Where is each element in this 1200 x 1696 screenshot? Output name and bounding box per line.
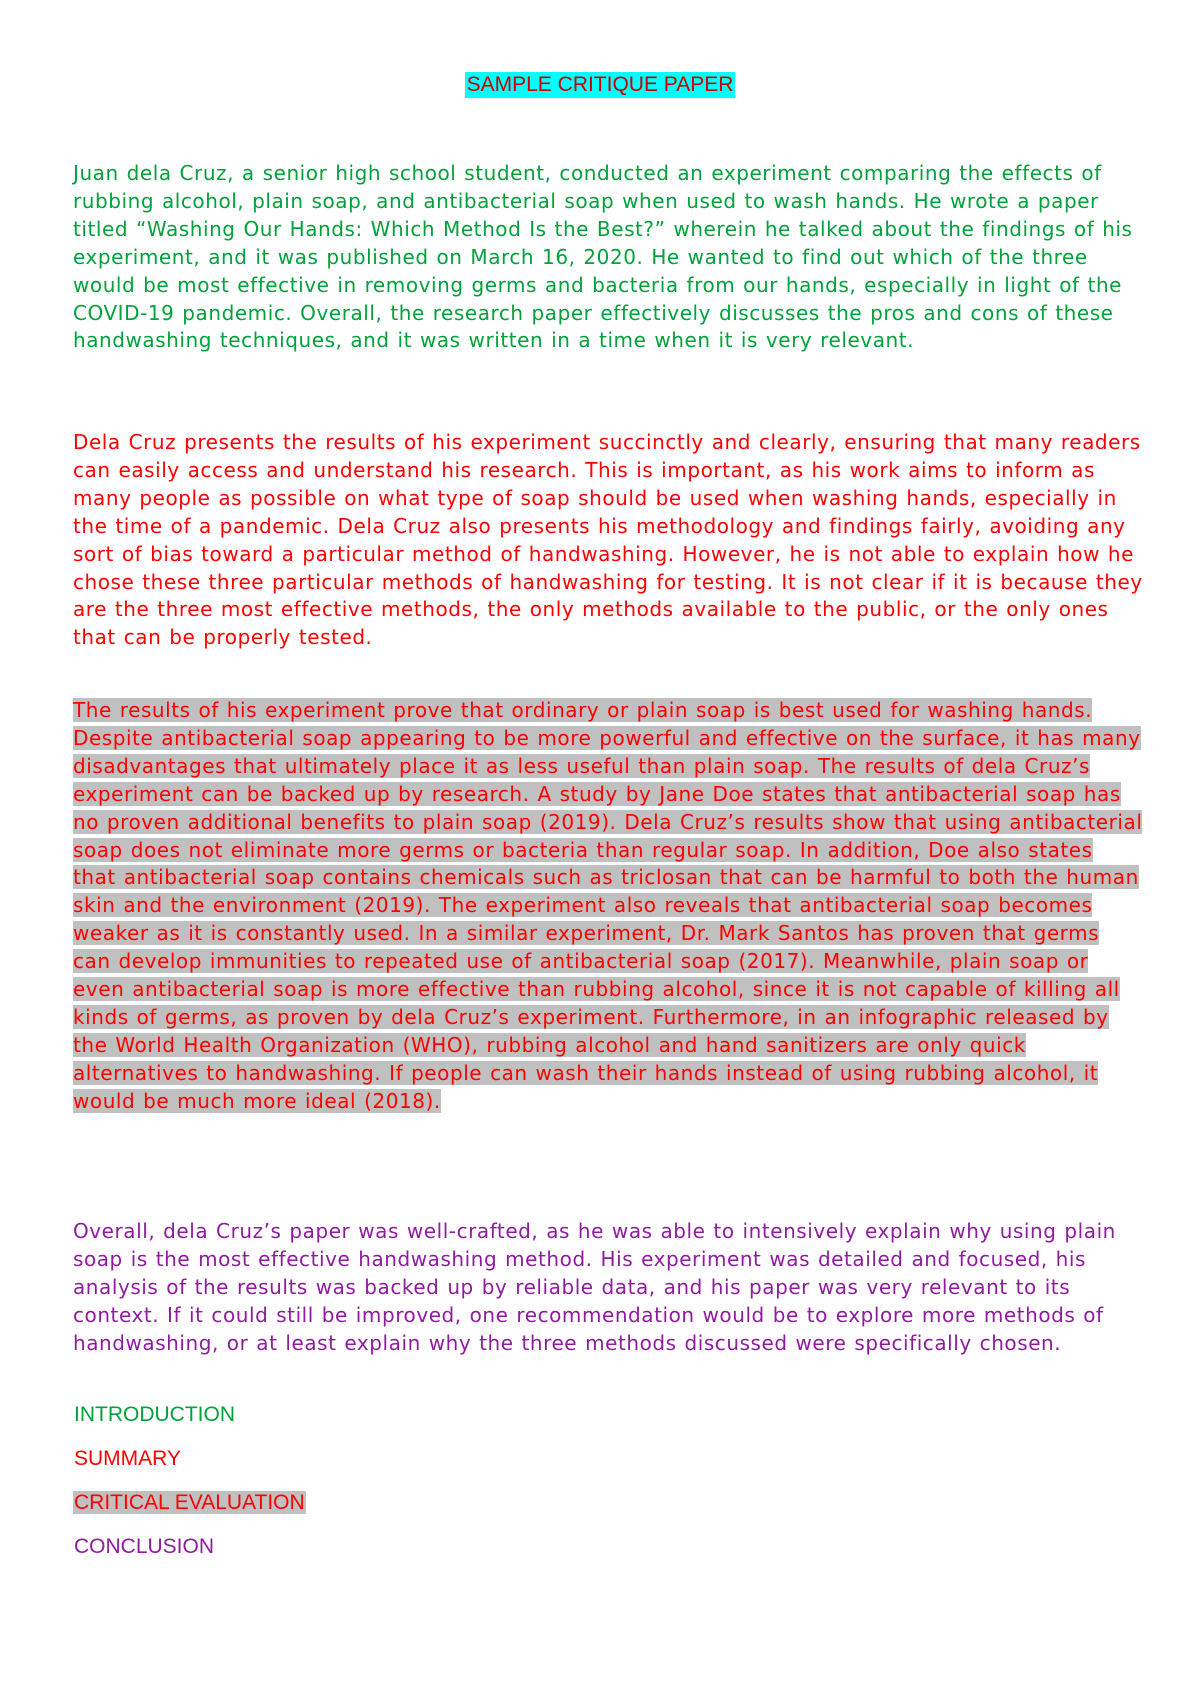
- legend-introduction: [73, 1402, 236, 1428]
- conclusion-paragraph: Overall, dela Cruz’s paper was well-crafted, as he was able to intensively explain why using plain soap is the most effective handwashing method. His experiment was detailed and focused, his analysis of the results was backed up by reliable data, and his paper was very relevant to its context. If it could still be improved, one recommendation would be to explore more methods of handwashing, or at least explain why the three methods discussed were specifically chosen.: [73, 1219, 1116, 1355]
- legend-conclusion-label: CONCLUSION: [74, 1535, 215, 1558]
- legend-introduction-label: INTRODUCTION: [74, 1403, 235, 1426]
- legend-conclusion: [73, 1534, 215, 1560]
- legend-summary: [73, 1446, 182, 1472]
- legend-summary-label: SUMMARY: [74, 1447, 181, 1470]
- summary-paragraph: Dela Cruz presents the results of his experiment succinctly and clearly, ensuring that many readers can easily access and understand his research. This is important, as his work aims to inform as many people as possible on what type of soap should be used when washing hands, especially in the time of a pandemic. Dela Cruz also presents his methodology and findings fairly, avoiding any sort of bias toward a particular method of handwashing. However, he is not able to explain how he chose these three particular methods of handwashing for testing. It is not clear if it is because they are the three most effective methods, the only methods available to the public, or the only ones that can be properly tested.: [73, 430, 1143, 650]
- critical-evaluation-text: The results of his experiment prove that ordinary or plain soap is best used for washing hands. Despite antibacterial soap appearing to be more powerful and effective on the surface, it has many disadvantages that ultimately place it as less useful than plain soap. The results of dela Cruz’s experiment can be backed up by research. A study by Jane Doe states that antibacterial soap has no proven additional benefits to plain soap (2019). Dela Cruz’s results show that using antibacterial soap does not eliminate more germs or bacteria than regular soap. In addition, Doe also states that antibacterial soap contains chemicals such as triclosan that can be harmful to both the human skin and the environment (2019). The experiment also reveals that antibacterial soap becomes weaker as it is constantly used. In a similar experiment, Dr. Mark Santos has proven that germs can develop immunities to repeated use of antibacterial soap (2017). Meanwhile, plain soap or even antibacterial soap is more effective than rubbing alcohol, since it is not capable of killing all kinds of germs, as proven by dela Cruz’s experiment. Furthermore, in an infographic released by the World Health Organization (WHO), rubbing alcohol and hand sanitizers are only quick alternatives to handwashing. If people can wash their hands instead of using rubbing alcohol, it would be much more ideal (2018).: [73, 698, 1143, 1113]
- critical-evaluation-paragraph: [73, 697, 1143, 1116]
- legend-critical-evaluation-label: CRITICAL EVALUATION: [74, 1491, 305, 1514]
- page-title: SAMPLE CRITIQUE PAPER: [466, 73, 734, 96]
- legend-critical-evaluation: [73, 1490, 306, 1516]
- introduction-paragraph: Juan dela Cruz, a senior high school student, conducted an experiment comparing the effects of rubbing alcohol, plain soap, and antibacterial soap when used to wash hands. He wrote a paper titled “Washing Our Hands: Which Method Is the Best?” wherein he talked about the findings of his experiment, and it was published on March 16, 2020. He wanted to find out which of the three would be most effective in removing germs and bacteria from our hands, especially in light of the COVID-19 pandemic. Overall, the research paper effectively discusses the pros and cons of these handwashing techniques, and it was written in a time when it is very relevant.: [73, 161, 1133, 353]
- title-container: [0, 72, 1200, 98]
